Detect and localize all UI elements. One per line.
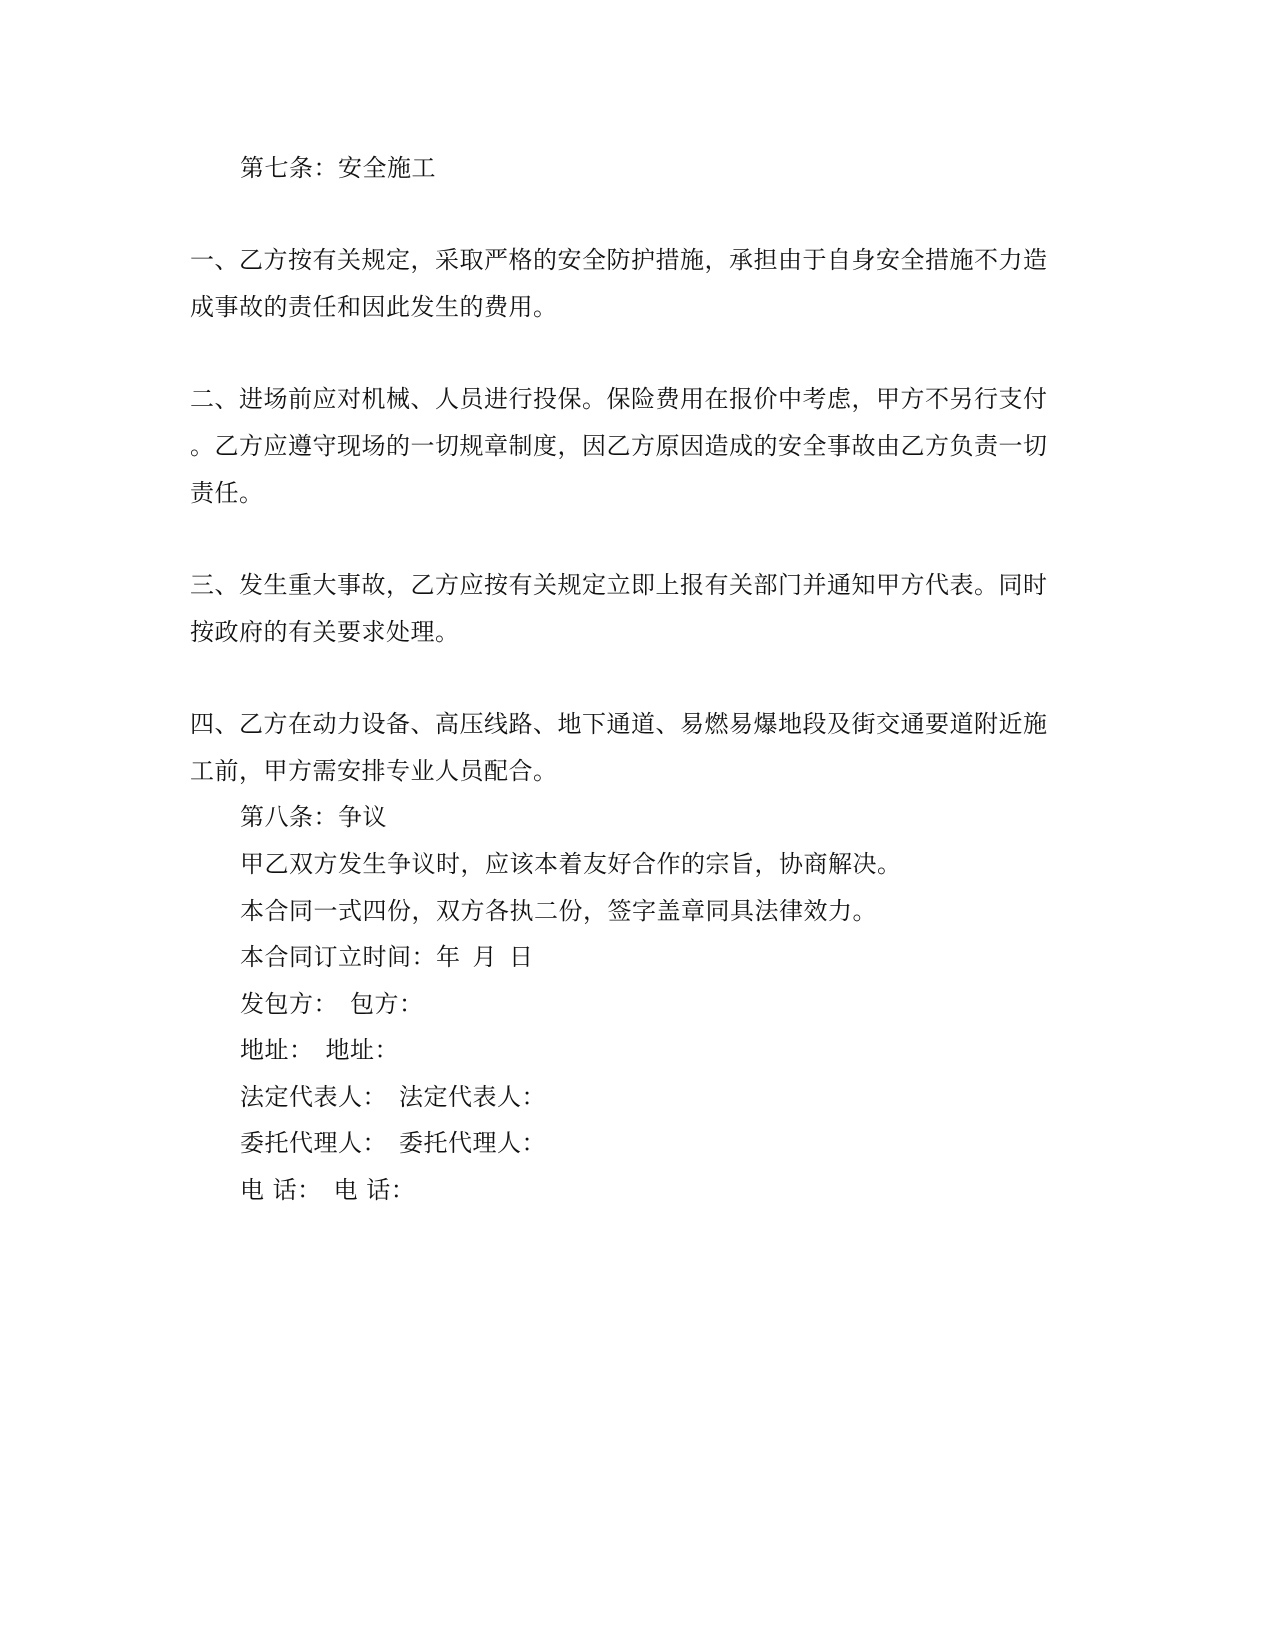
year-label: 年 bbox=[436, 943, 461, 971]
phone-line bbox=[240, 1175, 415, 1205]
clause4-line2: 工前，甲方需安排专业人员配合。 bbox=[190, 757, 558, 785]
agent-label-contractor: 委托代理人： bbox=[399, 1129, 546, 1157]
clause4-line1: 四、乙方在动力设备、高压线路、地下通道、易燃易爆地段及街交通要道附近施 bbox=[190, 710, 1048, 738]
clause3-line2: 按政府的有关要求处理。 bbox=[190, 618, 460, 646]
clause2-line3: 责任。 bbox=[190, 479, 264, 507]
legal-rep-label-contractor: 法定代表人： bbox=[399, 1083, 546, 1111]
legal-rep-label-issuer: 法定代表人： bbox=[240, 1083, 387, 1111]
clause3-line1: 三、发生重大事故，乙方应按有关规定立即上报有关部门并通知甲方代表。同时 bbox=[190, 571, 1048, 599]
copies-text: 本合同一式四份，双方各执二份，签字盖章同具法律效力。 bbox=[240, 897, 877, 925]
address-line bbox=[240, 1035, 399, 1065]
article7-heading: 第七条：安全施工 bbox=[240, 154, 436, 182]
dispute-text: 甲乙双方发生争议时，应该本着友好合作的宗旨，协商解决。 bbox=[240, 850, 902, 878]
address-label-contractor: 地址： bbox=[325, 1036, 399, 1064]
date-label: 本合同订立时间： bbox=[240, 943, 436, 971]
clause1-line1: 一、乙方按有关规定，采取严格的安全防护措施，承担由于自身安全措施不力造 bbox=[190, 246, 1048, 274]
agent-line bbox=[240, 1128, 546, 1158]
clause2-line1: 二、进场前应对机械、人员进行投保。保险费用在报价中考虑，甲方不另行支付 bbox=[190, 385, 1048, 413]
month-label: 月 bbox=[472, 943, 497, 971]
article8-heading: 第八条：争议 bbox=[240, 803, 387, 831]
contract-date-line bbox=[240, 942, 534, 972]
agent-label-issuer: 委托代理人： bbox=[240, 1129, 387, 1157]
party-line bbox=[240, 989, 424, 1019]
phone-label-issuer: 电 话： bbox=[240, 1176, 322, 1204]
legal-rep-line bbox=[240, 1082, 546, 1112]
phone-label-contractor: 电 话： bbox=[333, 1176, 416, 1204]
clause2-line2: 。乙方应遵守现场的一切规章制度，因乙方原因造成的安全事故由乙方负责一切 bbox=[190, 432, 1048, 460]
contractor-label: 包方： bbox=[350, 990, 424, 1018]
clause1-line2: 成事故的责任和因此发生的费用。 bbox=[190, 293, 558, 321]
issuer-label: 发包方： bbox=[240, 990, 338, 1018]
address-label-issuer: 地址： bbox=[240, 1036, 314, 1064]
day-label: 日 bbox=[509, 943, 534, 971]
